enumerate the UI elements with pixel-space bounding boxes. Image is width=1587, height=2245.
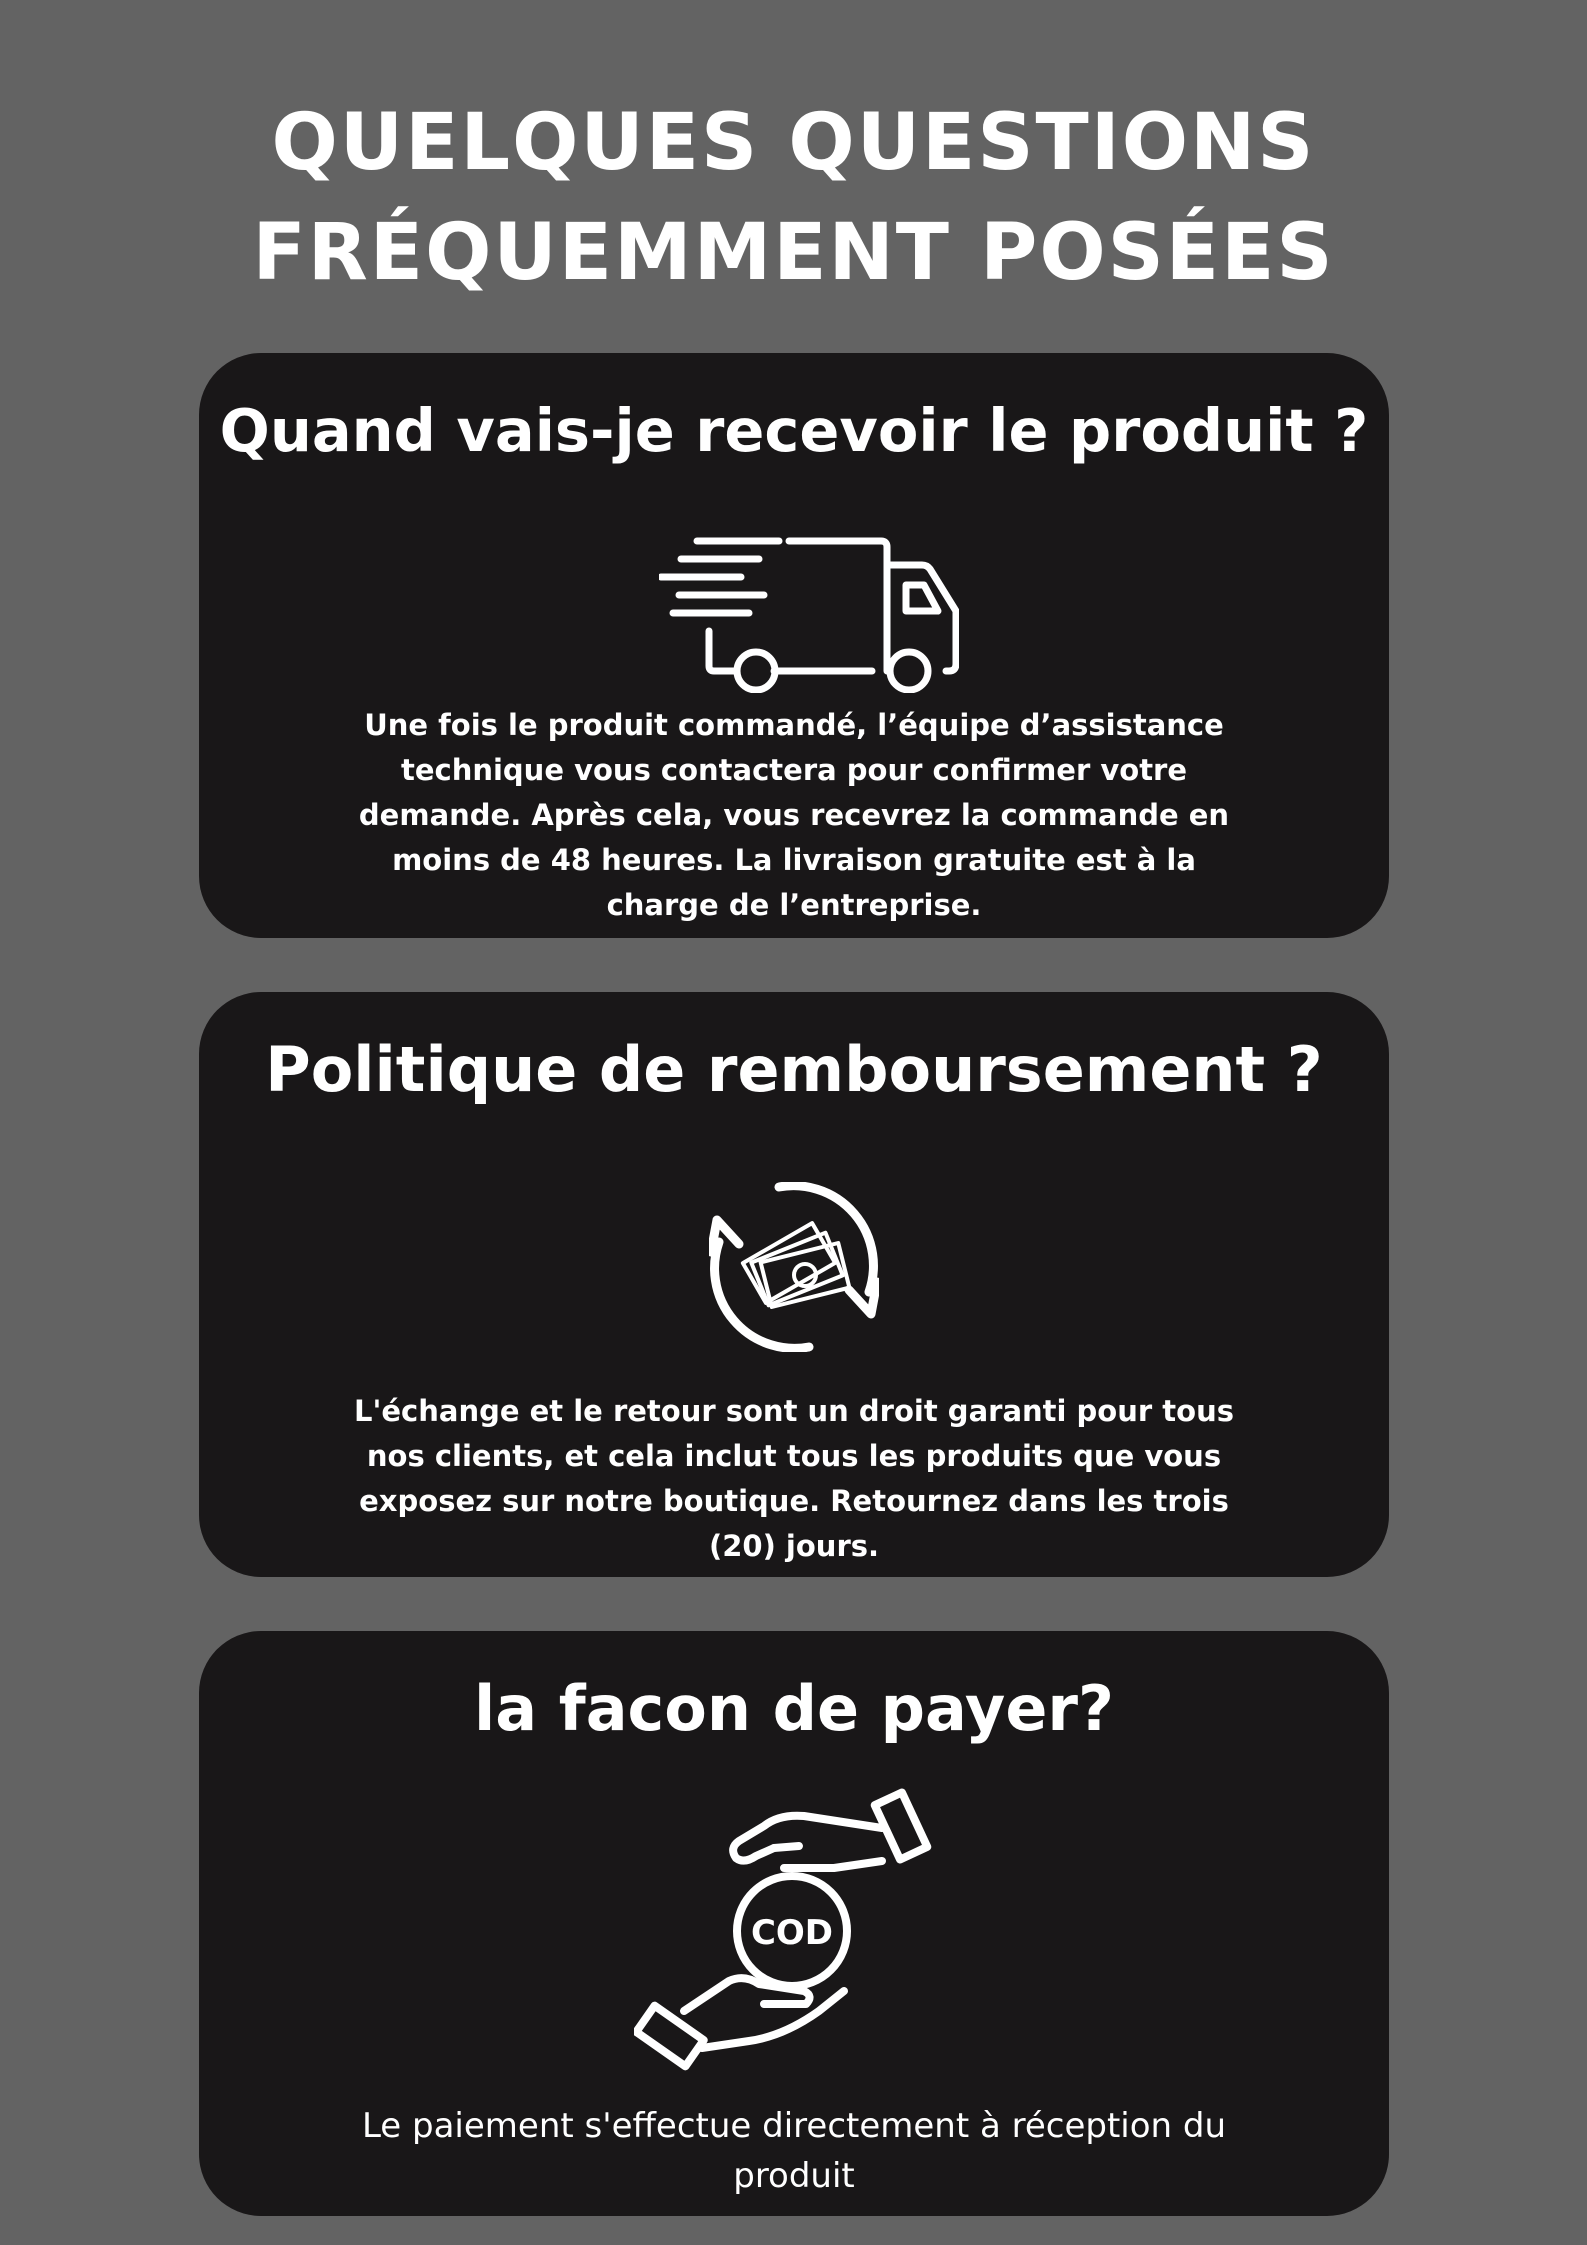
coin-label: COD	[750, 1913, 834, 1953]
page-title-line-1: QUELQUES QUESTIONS	[271, 98, 1316, 188]
faq-answer: L'échange et le retour sont un droit garanti pour tous nos clients, et cela inclut tous les produits que vous exposez sur notre boutique. Retournez dans les trois (20) jours.	[354, 1394, 1234, 1563]
faq-answer: Une fois le produit commandé, l’équipe d’assistance technique vous contactera pour confirmer votre demande. Après cela, vous recevrez la commande en moins de 48 heures. La livraison gratuite est à la charge de l’entreprise.	[358, 708, 1230, 922]
faq-card-refund	[199, 992, 1389, 1577]
money-refund-icon	[709, 1182, 879, 1352]
faq-question: Quand vais-je recevoir le produit ?	[219, 396, 1369, 465]
faq-question: Politique de remboursement ?	[265, 1033, 1323, 1106]
page-title-line-2: FRÉQUEMMENT POSÉES	[252, 208, 1335, 298]
page-title	[0, 88, 1587, 308]
delivery-truck-icon	[659, 533, 959, 693]
faq-answer: Le paiement s'effectue directement à réception du produit	[361, 2106, 1227, 2196]
cash-on-delivery-icon	[634, 1786, 954, 2076]
faq-card-delivery	[199, 353, 1389, 938]
faq-card-payment	[199, 1631, 1389, 2216]
faq-question: la facon de payer?	[474, 1672, 1114, 1745]
